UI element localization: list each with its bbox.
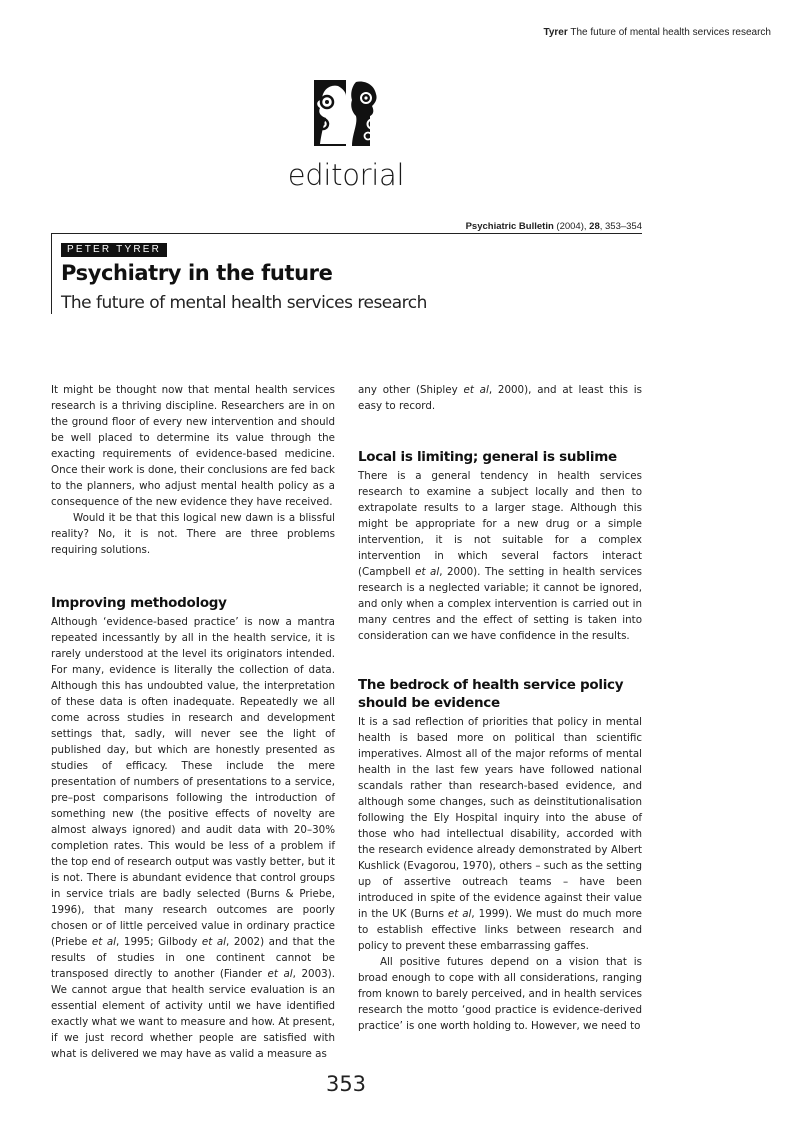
right-column <box>358 382 642 1034</box>
journal-pages: , 353–354 <box>599 221 642 232</box>
page-number: 353 <box>325 1072 367 1096</box>
editorial-logo-icon <box>312 80 382 146</box>
header-rule-horizontal <box>51 233 642 234</box>
article-title: Psychiatry in the future <box>61 261 333 285</box>
journal-volume: 28 <box>589 221 600 232</box>
heading-improving-methodology: Improving methodology <box>51 595 227 611</box>
journal-citation <box>466 221 642 232</box>
intro-paragraph-1: It might be thought now that mental health services research is a thriving discipline. Researchers are in on the ground floor of every new intervention and should be well placed to determine its value through the exacting requirements of evidence-based medicine. Once their work is done, their conclusions are fed back to the planners, who adjust mental health policy as a consequence of the new evidence they have received. <box>51 384 335 508</box>
author-tag: PETER TYRER <box>61 243 167 257</box>
intro-paragraph-2: Would it be that this logical new dawn is a blissful reality? No, it is not. There are three problems requiring solutions. <box>51 512 335 556</box>
methodology-paragraph: Although ‘evidence-based practice’ is now a mantra repeated incessantly by all in the health service, it is rarely understood at the level its originators intended. For many, evidence is literally the collection of data. Although this has undoubted value, the interpretation of these data is often inadequate. Repeatedly we all come across studies in research and development settings that, sadly, will never see the light of published day, but which are honestly presented as studies of efficacy. These include the mere presentation of numbers of presentations to a service, pre–post comparisons following the introduction of something new (the positive effects of novelty are almost always ignored) and audit data with 20–30% completion rates. This would be less of a problem if the top end of research output was vastly better, but it is not. There is abundant evidence that control groups in service trials are badly selected (Burns & Priebe, 1996), that many research outcomes are poorly chosen or of little perceived value in ordinary practice (Priebe et al, 1995; Gilbody et al, 2002) and that the results of studies in one continent cannot be transposed directly to another (Fiander et al, 2003). We cannot argue that health service evaluation is an essential element of activity until we have identified exactly what we want to measure and how. At present, if we just record whether people are satisfied with what is delivered we may have as valid a measure as <box>51 616 335 1060</box>
header-rule-vertical <box>51 233 52 314</box>
running-head-title: The future of mental health services research <box>570 27 771 38</box>
heading-local-is-limiting: Local is limiting; general is sublime <box>358 449 617 465</box>
bedrock-paragraph: It is a sad reflection of priorities that policy in mental health is based more on political than scientific imperatives. Almost all of the major reforms of mental health in the last few years have followed national scandals rather than research-based evidence, and although some changes, such as deinstitutionalisation following the Ely Hospital inquiry into the abuse of those who had intellectual disability, accorded with the research evidence already demonstrated by Albert Kushlick (Evagorou, 1970), others – such as the setting up of assertive outreach teams – have been introduced in spite of the evidence against their value in the UK (Burns et al, 1999). We must do much more to establish effective links between research and policy to prevent these embarrassing gaffes. <box>358 716 642 952</box>
article-subtitle: The future of mental health services research <box>61 293 427 313</box>
left-column <box>51 382 335 1062</box>
local-paragraph: There is a general tendency in health services research to examine a subject locally and then to extrapolate results to a larger stage. Although this might be appropriate for a new drug or a simple intervention, it is not suitable for a complex intervention in which several factors interact (Campbell et al, 2000). The setting in health services research is a neglected variable; it cannot be ignored, and only when a complex intervention is carried out in many centres and the effect of setting is taken into consideration can we have confidence in the results. <box>358 470 642 642</box>
journal-year: (2004), <box>556 221 587 232</box>
continued-paragraph: any other (Shipley et al, 2000), and at least this is easy to record. <box>358 384 642 412</box>
futures-paragraph: All positive futures depend on a vision that is broad enough to cope with all considerations, ranging from known to barely perceived, and in health services research the motto ‘good practice is evidence-derived practice’ is one worth holding to. However, we need to <box>358 956 642 1032</box>
journal-name: Psychiatric Bulletin <box>465 221 554 232</box>
running-head-author: Tyrer <box>543 27 568 38</box>
section-label: editorial <box>287 158 405 192</box>
running-head <box>543 27 771 38</box>
heading-bedrock-policy: The bedrock of health service policy should be evidence <box>358 677 624 711</box>
